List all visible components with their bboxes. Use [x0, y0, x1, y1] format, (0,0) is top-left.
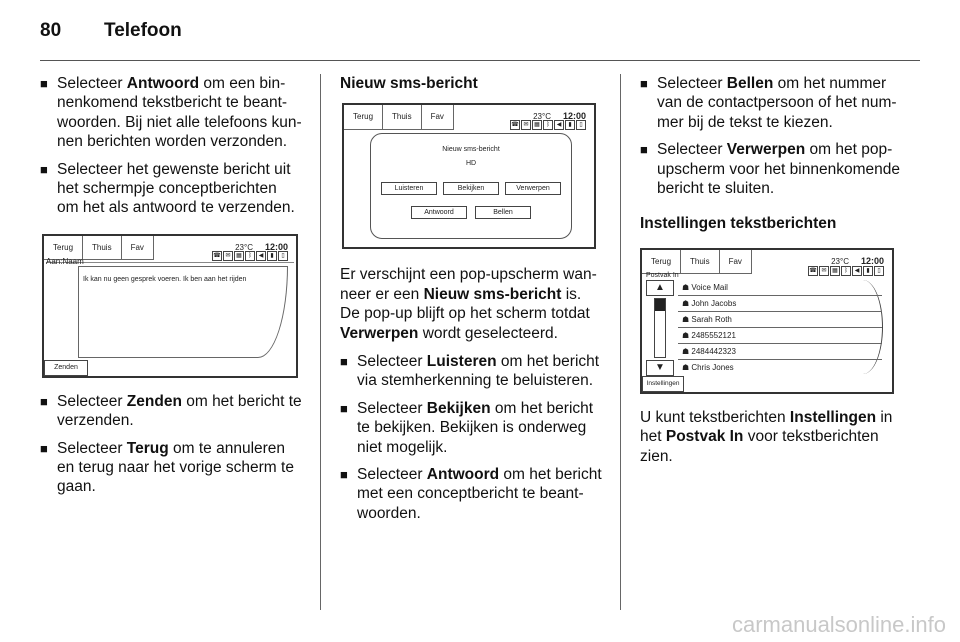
dismiss-button[interactable]: Verwerpen: [505, 182, 561, 195]
sms-popup: [370, 133, 572, 239]
contact-icon: ☗: [682, 314, 690, 324]
bullet-conceptbericht: ■ Selecteer het gewenste bericht uit het schermpje conceptberichten om het als antwoord te verzenden.: [40, 160, 302, 218]
page-header: [40, 20, 182, 42]
call-button[interactable]: Bellen: [475, 206, 531, 219]
bullet-bekijken: ■ Selecteer Bekijken om het bericht te bekijken. Bekijken is onderweg niet mogelijk.: [340, 399, 604, 457]
status-icons: [808, 266, 884, 276]
column-1: [40, 74, 302, 505]
recipient-label: Aan:Naam: [46, 256, 84, 266]
volume-icon: ◀: [852, 266, 862, 276]
status-icons: [510, 120, 586, 130]
battery-icon: ▯: [874, 266, 884, 276]
network-icon: ▦: [532, 120, 542, 130]
inbox-title: Postvak In: [646, 271, 679, 279]
settings-button[interactable]: Instellingen: [642, 376, 684, 392]
contact-list: [678, 280, 883, 374]
contact-icon: ☗: [682, 282, 690, 292]
contact-icon: ☗: [682, 362, 690, 372]
status-bar: 23°C 12:00: [831, 255, 884, 266]
view-button[interactable]: Bekijken: [443, 182, 499, 195]
heading-settings: Instellingen tekstberichten: [640, 215, 837, 233]
tab-fav[interactable]: Fav: [122, 236, 154, 260]
page-title: Telefoon: [104, 20, 182, 41]
bluetooth-icon: ᛒ: [841, 266, 851, 276]
column-divider-2: [620, 74, 621, 610]
send-button[interactable]: Zenden: [44, 360, 88, 376]
bullet-zenden: ■ Selecteer Zenden om het bericht te verzenden.: [40, 392, 302, 431]
status-icons: [212, 251, 288, 261]
list-item[interactable]: ☗ 2484442323: [678, 344, 882, 360]
bullet-luisteren: ■ Selecteer Luisteren om het bericht via stemherkenning te beluisteren.: [340, 352, 604, 391]
reply-button[interactable]: Antwoord: [411, 206, 467, 219]
page-number: 80: [40, 20, 62, 41]
status-bar: 23°C 12:00: [235, 241, 288, 252]
network-icon: ▦: [234, 251, 244, 261]
scrollbar-thumb[interactable]: [655, 299, 665, 311]
signal-icon: ▮: [863, 266, 873, 276]
tab-terug[interactable]: Terug: [642, 250, 681, 274]
contact-icon: ☗: [682, 298, 690, 308]
screen-send-message: [42, 234, 298, 378]
bullet-antwoord: ■ Selecteer Antwoord om het bericht met een conceptbericht te beant-woorden.: [340, 465, 604, 523]
mail-icon: ✉: [521, 120, 531, 130]
watermark: carmanualsonline.info: [731, 612, 946, 637]
popup-sender: HD: [465, 160, 477, 168]
tab-fav[interactable]: Fav: [720, 250, 752, 274]
bullet-terug: ■ Selecteer Terug om te annuleren en terug naar het vorige scherm te gaan.: [40, 439, 302, 497]
network-icon: ▦: [830, 266, 840, 276]
tab-fav[interactable]: Fav: [422, 105, 454, 129]
list-item[interactable]: ☗ John Jacobs: [678, 296, 882, 312]
popup-title: Nieuw sms-bericht: [442, 146, 500, 154]
message-text: Ik kan nu geen gesprek voeren. Ik ben aan het rijden: [83, 275, 247, 283]
tab-terug[interactable]: Terug: [44, 236, 83, 260]
signal-icon: ▮: [267, 251, 277, 261]
bullet-bellen: ■ Selecteer Bellen om het nummer van de contactpersoon of het num-mer bij de tekst te kiezen.: [640, 74, 904, 132]
list-item[interactable]: ☗ 2485552121: [678, 328, 882, 344]
battery-icon: ▯: [576, 120, 586, 130]
list-item[interactable]: ☗ Voice Mail: [678, 280, 882, 296]
tab-terug[interactable]: Terug: [344, 105, 383, 129]
contact-icon: ☗: [682, 346, 690, 356]
bluetooth-icon: ᛒ: [543, 120, 553, 130]
list-item[interactable]: ☗ Chris Jones: [682, 362, 734, 372]
bullet-antwoord: ■ Selecteer Antwoord om een bin-nenkomend tekstbericht te beant-woorden. Bij niet alle telefoons kun-nen berichten worden verzonden.: [40, 74, 302, 152]
phone-icon: ☎: [809, 267, 817, 274]
volume-icon: ◀: [554, 120, 564, 130]
contact-icon: ☗: [682, 330, 690, 340]
scrollbar-track[interactable]: [654, 298, 666, 358]
heading-new-sms: Nieuw sms-bericht: [340, 75, 478, 92]
listen-button[interactable]: Luisteren: [381, 182, 437, 195]
signal-icon: ▮: [565, 120, 575, 130]
column-2: [340, 74, 604, 531]
mail-icon: ✉: [223, 251, 233, 261]
column-divider-1: [320, 74, 321, 610]
screen-new-sms-popup: [342, 103, 596, 249]
bluetooth-icon: ᛒ: [245, 251, 255, 261]
battery-icon: ▯: [278, 251, 288, 261]
paragraph-settings: U kunt tekstberichten Instellingen in het Postvak In voor tekstberichten zien.: [640, 408, 893, 465]
bullet-verwerpen: ■ Selecteer Verwerpen om het pop-upscherm voor het binnenkomende bericht te sluiten.: [640, 140, 904, 198]
scroll-down-button[interactable]: ▼: [646, 360, 674, 376]
header-rule: [40, 60, 920, 61]
phone-icon: ☎: [511, 122, 519, 129]
screen-inbox: [640, 248, 894, 394]
volume-icon: ◀: [256, 251, 266, 261]
tab-thuis[interactable]: Thuis: [383, 105, 422, 129]
message-box[interactable]: [78, 266, 288, 358]
tab-thuis[interactable]: Thuis: [83, 236, 122, 260]
scroll-up-button[interactable]: ▲: [646, 280, 674, 296]
mail-icon: ✉: [819, 266, 829, 276]
column-3: [640, 74, 904, 475]
paragraph-popup: Er verschijnt een pop-upscherm wan-neer er een Nieuw sms-bericht is. De pop-up blijft op het scherm totdat Verwerpen wordt geselecteerd.: [340, 266, 597, 342]
tab-thuis[interactable]: Thuis: [681, 250, 720, 274]
phone-icon: ☎: [213, 252, 221, 259]
list-item[interactable]: ☗ Sarah Roth: [678, 312, 882, 328]
status-bar: 23°C 12:00: [533, 111, 586, 122]
